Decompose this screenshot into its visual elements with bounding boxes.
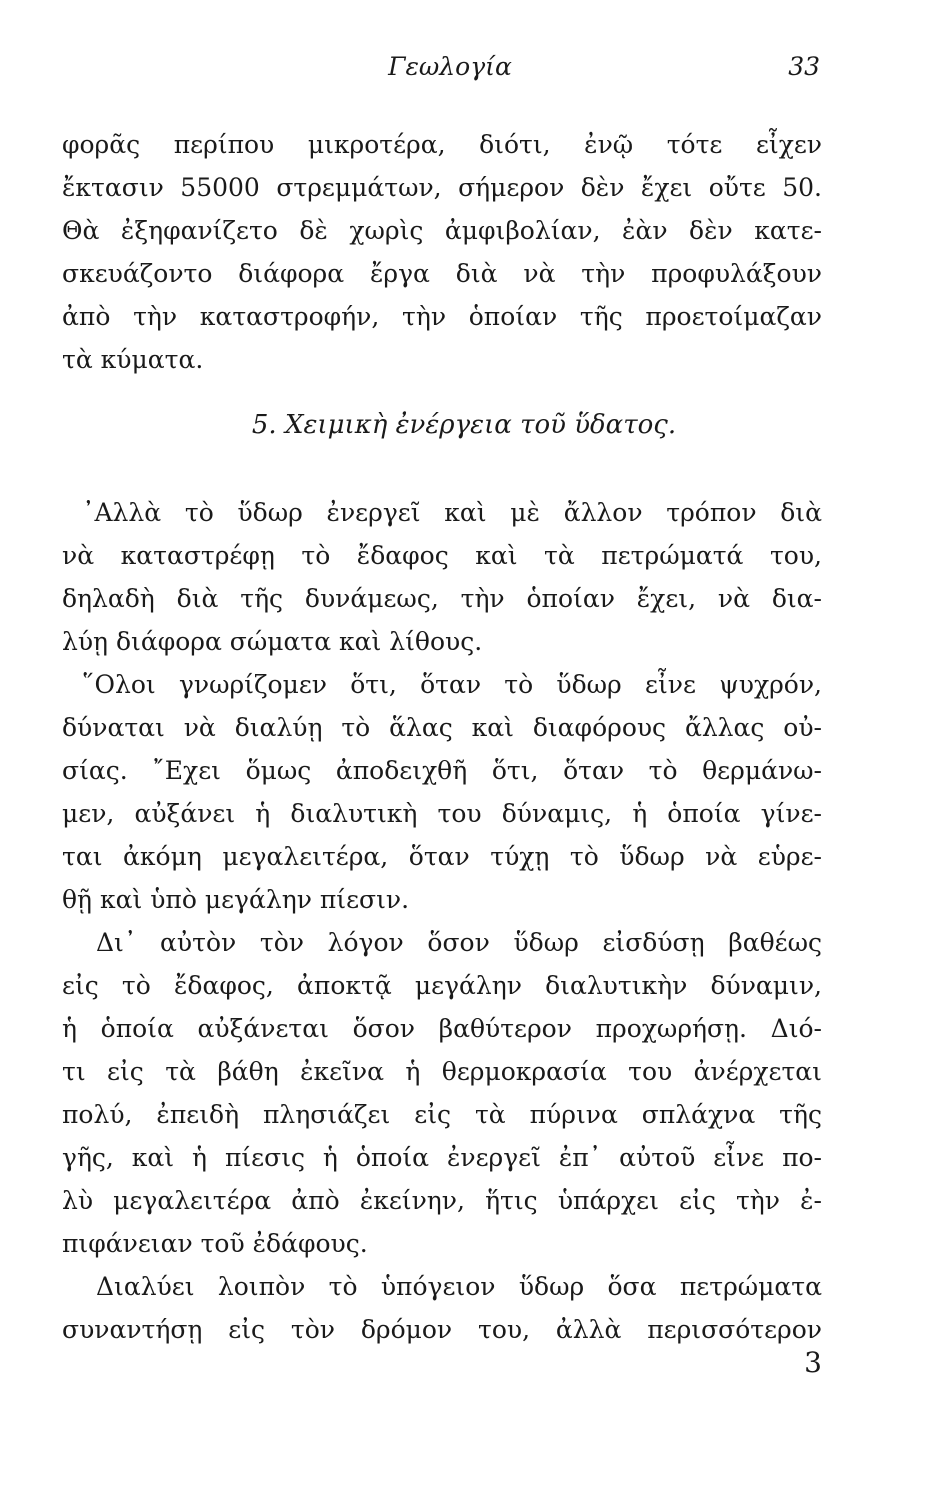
text-line: ἡ ὁποία αὐξάνεται ὅσον βαθύτερον προχωρήσῃ. Διό- — [62, 1014, 822, 1043]
text-line: συναντήσῃ εἰς τὸν δρόμον του, ἀλλὰ περισσότερον — [62, 1315, 822, 1344]
text-line: δηλαδὴ διὰ τῆς δυνάμεως, τὴν ὁποίαν ἔχει, νὰ δια- — [62, 584, 822, 613]
text-line: ἀπὸ τὴν καταστροφήν, τὴν ὁποίαν τῆς προετοίμαζαν — [62, 302, 822, 331]
text-line: πιφάνειαν τοῦ ἐδάφους. — [62, 1229, 368, 1258]
text-line: φορᾶς περίπου μικροτέρα, διότι, ἐνῷ τότε εἶχεν — [62, 130, 822, 159]
text-line: ἔκτασιν 55000 στρεμμάτων, σήμερον δὲν ἔχει οὔτε 50. — [62, 173, 822, 202]
text-line: σίας. ῎Εχει ὅμως ἀποδειχθῆ ὅτι, ὅταν τὸ θερμάνω- — [62, 756, 822, 785]
text-line: νὰ καταστρέφῃ τὸ ἔδαφος καὶ τὰ πετρώματά του, — [62, 541, 822, 570]
text-line: ῞Ολοι γνωρίζομεν ὅτι, ὅταν τὸ ὕδωρ εἶνε ψυχρόν, — [82, 670, 822, 699]
text-line: λύῃ διάφορα σώματα καὶ λίθους. — [62, 627, 483, 656]
text-line: ᾿Αλλὰ τὸ ὕδωρ ἐνεργεῖ καὶ μὲ ἄλλον τρόπον διὰ — [82, 498, 822, 527]
text-line: Δι᾿ αὐτὸν τὸν λόγον ὅσον ὕδωρ εἰσδύσῃ βαθέως — [96, 928, 822, 957]
text-line: τι εἰς τὰ βάθη ἐκεῖνα ἡ θερμοκρασία του ἀνέρχεται — [62, 1057, 822, 1086]
text-line: Διαλύει λοιπὸν τὸ ὑπόγειον ὕδωρ ὅσα πετρώματα — [96, 1272, 822, 1301]
signature-mark: 3 — [804, 1346, 822, 1379]
header-title: Γεωλογία — [388, 52, 512, 81]
text-line: Θὰ ἐξηφανίζετο δὲ χωρὶς ἀμφιβολίαν, ἐὰν δὲν κατε- — [62, 216, 822, 245]
text-line: σκευάζοντο διάφορα ἔργα διὰ νὰ τὴν προφυλάξουν — [62, 259, 822, 288]
text-line: γῆς, καὶ ἡ πίεσις ἡ ὁποία ἐνεργεῖ ἐπ᾿ αὐτοῦ εἶνε πο- — [62, 1143, 822, 1172]
text-line: εἰς τὸ ἔδαφος, ἀποκτᾷ μεγάλην διαλυτικὴν δύναμιν, — [62, 971, 822, 1000]
section-heading: 5. Χειμικὴ ἐνέργεια τοῦ ὕδατος. — [251, 410, 677, 440]
text-line: θῇ καὶ ὑπὸ μεγάλην πίεσιν. — [62, 885, 410, 914]
page-number: 33 — [788, 52, 820, 81]
text-line: τὰ κύματα. — [62, 345, 204, 374]
text-line: δύναται νὰ διαλύῃ τὸ ἅλας καὶ διαφόρους ἄλλας οὐ- — [62, 713, 822, 742]
text-line: πολύ, ἐπειδὴ πλησιάζει εἰς τὰ πύρινα σπλάχνα τῆς — [62, 1100, 822, 1129]
text-line: λὺ μεγαλειτέρα ἀπὸ ἐκείνην, ἥτις ὑπάρχει εἰς τὴν ἐ- — [62, 1186, 822, 1215]
text-line: ται ἀκόμη μεγαλειτέρα, ὅταν τύχῃ τὸ ὕδωρ νὰ εὑρε- — [62, 842, 822, 871]
text-line: μεν, αὐξάνει ἡ διαλυτικὴ του δύναμις, ἡ ὁποία γίνε- — [62, 799, 822, 828]
